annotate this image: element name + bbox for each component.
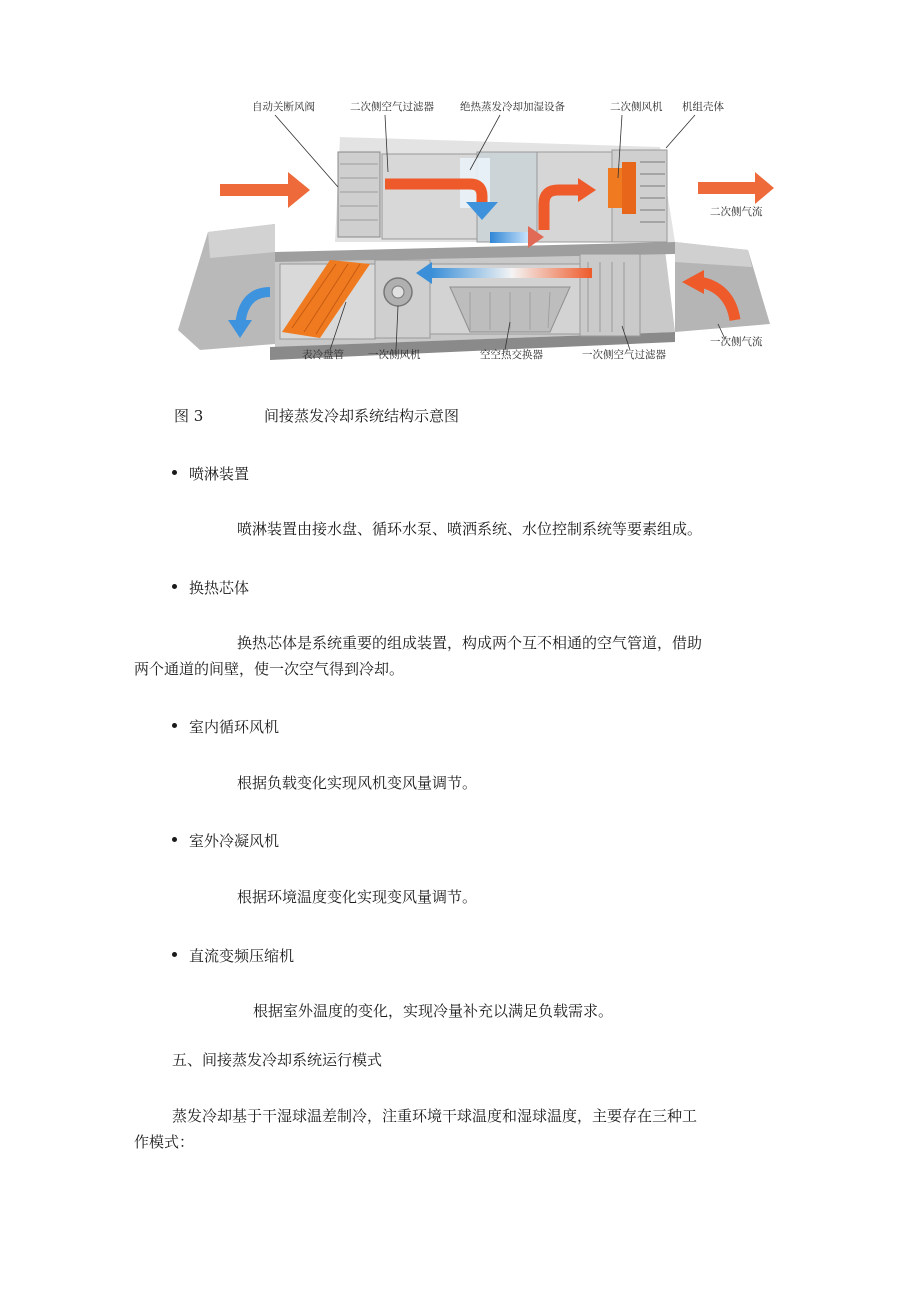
label-casing: 机组壳体 [682, 101, 724, 113]
body-spray: 喷淋装置由接水盘、循环水泵、喷洒系统、水位控制系统等要素组成。 [237, 520, 703, 538]
label-primary-airflow: 一次侧气流 [710, 336, 763, 348]
section5-heading: 五、间接蒸发冷却系统运行模式 [172, 1051, 383, 1069]
bullet-dot [172, 837, 177, 842]
label-heat-exchanger: 空空热交换器 [480, 349, 543, 361]
label-adiabatic-humidifier: 绝热蒸发冷却加湿设备 [460, 101, 565, 113]
label-coil: 表冷盘管 [302, 349, 344, 361]
label-secondary-airflow: 二次侧气流 [710, 206, 763, 218]
bullet-dot [172, 584, 177, 589]
body-core-line1: 换热芯体是系统重要的组成装置，构成两个互不相通的空气管道，借助 [237, 634, 703, 652]
body-outdoor-fan: 根据环境温度变化实现变风量调节。 [237, 888, 478, 906]
bullet-dot [172, 723, 177, 728]
heading-indoor-fan: 室内循环风机 [189, 718, 280, 736]
heading-spray: 喷淋装置 [189, 465, 250, 483]
label-auto-damper: 自动关断风阀 [252, 101, 315, 113]
system-structure-figure [170, 92, 780, 374]
body-indoor-fan: 根据负载变化实现风机变风量调节。 [237, 774, 478, 792]
body-core-line2: 两个通道的间壁，使一次空气得到冷却。 [134, 660, 405, 678]
caption-number: 图 3 [174, 407, 204, 425]
heading-compressor: 直流变频压缩机 [189, 947, 295, 965]
bullet-dot [172, 952, 177, 957]
caption-title: 间接蒸发冷却系统结构示意图 [264, 407, 460, 425]
body-compressor: 根据室外温度的变化，实现冷量补充以满足负载需求。 [253, 1002, 614, 1020]
section5-body-line2: 作模式： [134, 1133, 195, 1151]
label-primary-fan: 一次侧风机 [368, 349, 421, 361]
heading-outdoor-fan: 室外冷凝风机 [189, 832, 280, 850]
heading-core: 换热芯体 [189, 579, 250, 597]
section5-body-line1: 蒸发冷却基于干湿球温差制冷，注重环境干球温度和湿球温度，主要存在三种工 [172, 1107, 698, 1125]
label-primary-filter: 一次侧空气过滤器 [582, 349, 666, 361]
bullet-dot [172, 470, 177, 475]
label-secondary-fan: 二次侧风机 [610, 101, 663, 113]
label-secondary-filter: 二次侧空气过滤器 [350, 101, 434, 113]
